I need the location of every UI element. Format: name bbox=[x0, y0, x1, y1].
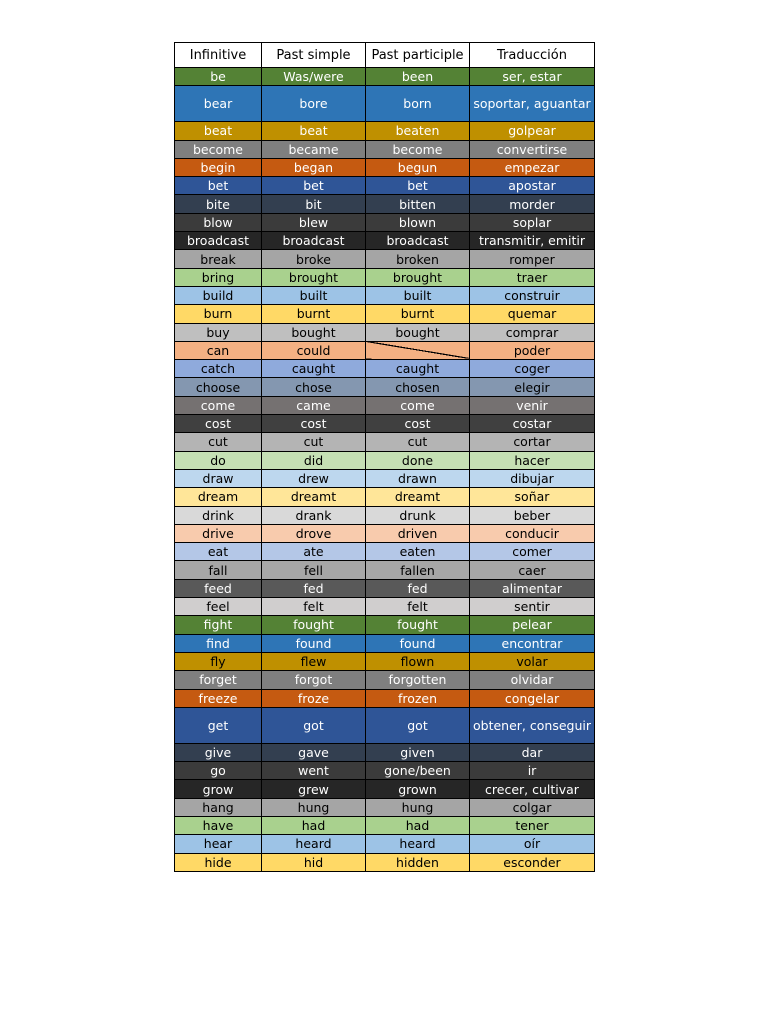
infinitive-cell: fall bbox=[175, 561, 262, 579]
past-simple-cell: broadcast bbox=[262, 232, 366, 250]
past-simple-cell: Was/were bbox=[262, 68, 366, 86]
past-simple-cell: did bbox=[262, 451, 366, 469]
translation-cell: comprar bbox=[470, 323, 595, 341]
table-row bbox=[175, 177, 595, 195]
infinitive-cell: feed bbox=[175, 579, 262, 597]
past-participle-cell: hidden bbox=[366, 853, 470, 871]
infinitive-cell: bear bbox=[175, 86, 262, 122]
infinitive-cell: broadcast bbox=[175, 232, 262, 250]
table-row bbox=[175, 616, 595, 634]
past-participle-cell: caught bbox=[366, 360, 470, 378]
past-participle-cell: eaten bbox=[366, 543, 470, 561]
infinitive-cell: begin bbox=[175, 158, 262, 176]
translation-cell: oír bbox=[470, 835, 595, 853]
past-participle-cell: hung bbox=[366, 798, 470, 816]
table-row bbox=[175, 598, 595, 616]
table-row bbox=[175, 232, 595, 250]
infinitive-cell: buy bbox=[175, 323, 262, 341]
infinitive-cell: fly bbox=[175, 652, 262, 670]
past-participle-cell: heard bbox=[366, 835, 470, 853]
header-past-participle: Past participle bbox=[366, 43, 470, 68]
table-row bbox=[175, 707, 595, 743]
infinitive-cell: feel bbox=[175, 598, 262, 616]
translation-cell: ser, estar bbox=[470, 68, 595, 86]
table-row bbox=[175, 305, 595, 323]
past-simple-cell: built bbox=[262, 286, 366, 304]
past-simple-cell: froze bbox=[262, 689, 366, 707]
table-row bbox=[175, 835, 595, 853]
table-row bbox=[175, 396, 595, 414]
past-simple-cell: found bbox=[262, 634, 366, 652]
infinitive-cell: build bbox=[175, 286, 262, 304]
header-row bbox=[175, 43, 595, 68]
past-simple-cell: burnt bbox=[262, 305, 366, 323]
infinitive-cell: fight bbox=[175, 616, 262, 634]
translation-cell: pelear bbox=[470, 616, 595, 634]
verb-rows bbox=[175, 68, 595, 872]
past-participle-cell: begun bbox=[366, 158, 470, 176]
infinitive-cell: catch bbox=[175, 360, 262, 378]
translation-cell: colgar bbox=[470, 798, 595, 816]
past-simple-cell: hid bbox=[262, 853, 366, 871]
past-participle-cell: born bbox=[366, 86, 470, 122]
infinitive-cell: have bbox=[175, 816, 262, 834]
table-row bbox=[175, 286, 595, 304]
past-simple-cell: bet bbox=[262, 177, 366, 195]
table-row bbox=[175, 780, 595, 798]
table-row bbox=[175, 433, 595, 451]
infinitive-cell: grow bbox=[175, 780, 262, 798]
past-participle-cell: built bbox=[366, 286, 470, 304]
past-participle-cell: bought bbox=[366, 323, 470, 341]
past-participle-cell: drunk bbox=[366, 506, 470, 524]
table-row bbox=[175, 816, 595, 834]
translation-cell: apostar bbox=[470, 177, 595, 195]
infinitive-cell: do bbox=[175, 451, 262, 469]
past-participle-cell: frozen bbox=[366, 689, 470, 707]
infinitive-cell: burn bbox=[175, 305, 262, 323]
past-simple-cell: hung bbox=[262, 798, 366, 816]
translation-cell: encontrar bbox=[470, 634, 595, 652]
table-row bbox=[175, 469, 595, 487]
translation-cell: construir bbox=[470, 286, 595, 304]
table-row bbox=[175, 213, 595, 231]
infinitive-cell: bite bbox=[175, 195, 262, 213]
past-simple-cell: gave bbox=[262, 743, 366, 761]
infinitive-cell: come bbox=[175, 396, 262, 414]
table-row bbox=[175, 68, 595, 86]
translation-cell: beber bbox=[470, 506, 595, 524]
translation-cell: empezar bbox=[470, 158, 595, 176]
table-row bbox=[175, 798, 595, 816]
past-participle-cell: fought bbox=[366, 616, 470, 634]
translation-cell: coger bbox=[470, 360, 595, 378]
past-simple-cell: broke bbox=[262, 250, 366, 268]
past-simple-cell: fed bbox=[262, 579, 366, 597]
translation-cell: alimentar bbox=[470, 579, 595, 597]
translation-cell: comer bbox=[470, 543, 595, 561]
table-row bbox=[175, 86, 595, 122]
translation-cell: congelar bbox=[470, 689, 595, 707]
past-simple-cell: drank bbox=[262, 506, 366, 524]
past-simple-cell: grew bbox=[262, 780, 366, 798]
past-participle-cell: bitten bbox=[366, 195, 470, 213]
past-simple-cell: heard bbox=[262, 835, 366, 853]
translation-cell: crecer, cultivar bbox=[470, 780, 595, 798]
past-participle-cell: beaten bbox=[366, 122, 470, 140]
table-row bbox=[175, 195, 595, 213]
table-row bbox=[175, 634, 595, 652]
infinitive-cell: become bbox=[175, 140, 262, 158]
translation-cell: dar bbox=[470, 743, 595, 761]
infinitive-cell: bet bbox=[175, 177, 262, 195]
infinitive-cell: go bbox=[175, 762, 262, 780]
translation-cell: conducir bbox=[470, 524, 595, 542]
past-simple-cell: brought bbox=[262, 268, 366, 286]
infinitive-cell: forget bbox=[175, 671, 262, 689]
translation-cell: traer bbox=[470, 268, 595, 286]
infinitive-cell: choose bbox=[175, 378, 262, 396]
table-row bbox=[175, 689, 595, 707]
infinitive-cell: can bbox=[175, 341, 262, 359]
past-participle-cell: broadcast bbox=[366, 232, 470, 250]
translation-cell: hacer bbox=[470, 451, 595, 469]
table-row bbox=[175, 506, 595, 524]
infinitive-cell: get bbox=[175, 707, 262, 743]
translation-cell: obtener, conseguir bbox=[470, 707, 595, 743]
translation-cell: tener bbox=[470, 816, 595, 834]
past-participle-cell: become bbox=[366, 140, 470, 158]
table-row bbox=[175, 488, 595, 506]
past-participle-cell: had bbox=[366, 816, 470, 834]
translation-cell: soplar bbox=[470, 213, 595, 231]
past-simple-cell: forgot bbox=[262, 671, 366, 689]
past-participle-cell bbox=[366, 341, 470, 359]
past-participle-cell: drawn bbox=[366, 469, 470, 487]
translation-cell: sentir bbox=[470, 598, 595, 616]
past-simple-cell: began bbox=[262, 158, 366, 176]
translation-cell: dibujar bbox=[470, 469, 595, 487]
infinitive-cell: hear bbox=[175, 835, 262, 853]
past-simple-cell: fell bbox=[262, 561, 366, 579]
table-row bbox=[175, 743, 595, 761]
past-simple-cell: flew bbox=[262, 652, 366, 670]
past-simple-cell: cost bbox=[262, 415, 366, 433]
translation-cell: romper bbox=[470, 250, 595, 268]
table-row bbox=[175, 341, 595, 359]
table-row bbox=[175, 323, 595, 341]
infinitive-cell: freeze bbox=[175, 689, 262, 707]
past-participle-cell: fed bbox=[366, 579, 470, 597]
infinitive-cell: be bbox=[175, 68, 262, 86]
past-simple-cell: beat bbox=[262, 122, 366, 140]
past-simple-cell: drew bbox=[262, 469, 366, 487]
header-infinitive: Infinitive bbox=[175, 43, 262, 68]
table-row bbox=[175, 543, 595, 561]
header-translation: Traducción bbox=[470, 43, 595, 68]
past-simple-cell: cut bbox=[262, 433, 366, 451]
translation-cell: venir bbox=[470, 396, 595, 414]
infinitive-cell: draw bbox=[175, 469, 262, 487]
past-participle-cell: chosen bbox=[366, 378, 470, 396]
infinitive-cell: eat bbox=[175, 543, 262, 561]
past-participle-cell: forgotten bbox=[366, 671, 470, 689]
infinitive-cell: give bbox=[175, 743, 262, 761]
translation-cell: ir bbox=[470, 762, 595, 780]
past-simple-cell: came bbox=[262, 396, 366, 414]
past-simple-cell: ate bbox=[262, 543, 366, 561]
infinitive-cell: cost bbox=[175, 415, 262, 433]
past-participle-cell: cut bbox=[366, 433, 470, 451]
translation-cell: golpear bbox=[470, 122, 595, 140]
past-participle-cell: grown bbox=[366, 780, 470, 798]
translation-cell: transmitir, emitir bbox=[470, 232, 595, 250]
table-row bbox=[175, 250, 595, 268]
past-participle-cell: done bbox=[366, 451, 470, 469]
table-row bbox=[175, 378, 595, 396]
table-row bbox=[175, 158, 595, 176]
infinitive-cell: hang bbox=[175, 798, 262, 816]
past-participle-cell: got bbox=[366, 707, 470, 743]
past-simple-cell: felt bbox=[262, 598, 366, 616]
past-participle-cell: brought bbox=[366, 268, 470, 286]
translation-cell: soportar, aguantar bbox=[470, 86, 595, 122]
past-participle-cell: driven bbox=[366, 524, 470, 542]
table-row bbox=[175, 561, 595, 579]
past-participle-cell: cost bbox=[366, 415, 470, 433]
past-simple-cell: chose bbox=[262, 378, 366, 396]
table-row bbox=[175, 853, 595, 871]
translation-cell: costar bbox=[470, 415, 595, 433]
past-participle-cell: given bbox=[366, 743, 470, 761]
translation-cell: poder bbox=[470, 341, 595, 359]
past-simple-cell: had bbox=[262, 816, 366, 834]
infinitive-cell: bring bbox=[175, 268, 262, 286]
past-simple-cell: caught bbox=[262, 360, 366, 378]
past-simple-cell: got bbox=[262, 707, 366, 743]
past-participle-cell: broken bbox=[366, 250, 470, 268]
translation-cell: convertirse bbox=[470, 140, 595, 158]
past-simple-cell: bore bbox=[262, 86, 366, 122]
past-simple-cell: fought bbox=[262, 616, 366, 634]
translation-cell: quemar bbox=[470, 305, 595, 323]
translation-cell: soñar bbox=[470, 488, 595, 506]
past-participle-cell: flown bbox=[366, 652, 470, 670]
table-row bbox=[175, 122, 595, 140]
table-row bbox=[175, 451, 595, 469]
infinitive-cell: drive bbox=[175, 524, 262, 542]
header-past-simple: Past simple bbox=[262, 43, 366, 68]
past-simple-cell: dreamt bbox=[262, 488, 366, 506]
past-participle-cell: been bbox=[366, 68, 470, 86]
past-simple-cell: went bbox=[262, 762, 366, 780]
past-simple-cell: bit bbox=[262, 195, 366, 213]
past-participle-cell: bet bbox=[366, 177, 470, 195]
infinitive-cell: cut bbox=[175, 433, 262, 451]
past-simple-cell: bought bbox=[262, 323, 366, 341]
infinitive-cell: break bbox=[175, 250, 262, 268]
infinitive-cell: beat bbox=[175, 122, 262, 140]
past-participle-cell: burnt bbox=[366, 305, 470, 323]
past-simple-cell: blew bbox=[262, 213, 366, 231]
translation-cell: volar bbox=[470, 652, 595, 670]
past-participle-cell: blown bbox=[366, 213, 470, 231]
table-row bbox=[175, 762, 595, 780]
translation-cell: elegir bbox=[470, 378, 595, 396]
past-simple-cell: drove bbox=[262, 524, 366, 542]
table-row bbox=[175, 140, 595, 158]
infinitive-cell: drink bbox=[175, 506, 262, 524]
table-row bbox=[175, 360, 595, 378]
past-participle-cell: dreamt bbox=[366, 488, 470, 506]
table-row bbox=[175, 524, 595, 542]
infinitive-cell: find bbox=[175, 634, 262, 652]
past-participle-cell: fallen bbox=[366, 561, 470, 579]
past-participle-cell: come bbox=[366, 396, 470, 414]
table-row bbox=[175, 671, 595, 689]
infinitive-cell: blow bbox=[175, 213, 262, 231]
table-row bbox=[175, 268, 595, 286]
past-participle-cell: gone/been bbox=[366, 762, 470, 780]
translation-cell: caer bbox=[470, 561, 595, 579]
translation-cell: cortar bbox=[470, 433, 595, 451]
translation-cell: morder bbox=[470, 195, 595, 213]
table-row bbox=[175, 579, 595, 597]
table-row bbox=[175, 652, 595, 670]
table-row bbox=[175, 415, 595, 433]
translation-cell: olvidar bbox=[470, 671, 595, 689]
past-simple-cell: became bbox=[262, 140, 366, 158]
translation-cell: esconder bbox=[470, 853, 595, 871]
past-participle-cell: found bbox=[366, 634, 470, 652]
infinitive-cell: dream bbox=[175, 488, 262, 506]
past-simple-cell: could bbox=[262, 341, 366, 359]
infinitive-cell: hide bbox=[175, 853, 262, 871]
irregular-verbs-table bbox=[174, 42, 595, 872]
past-participle-cell: felt bbox=[366, 598, 470, 616]
